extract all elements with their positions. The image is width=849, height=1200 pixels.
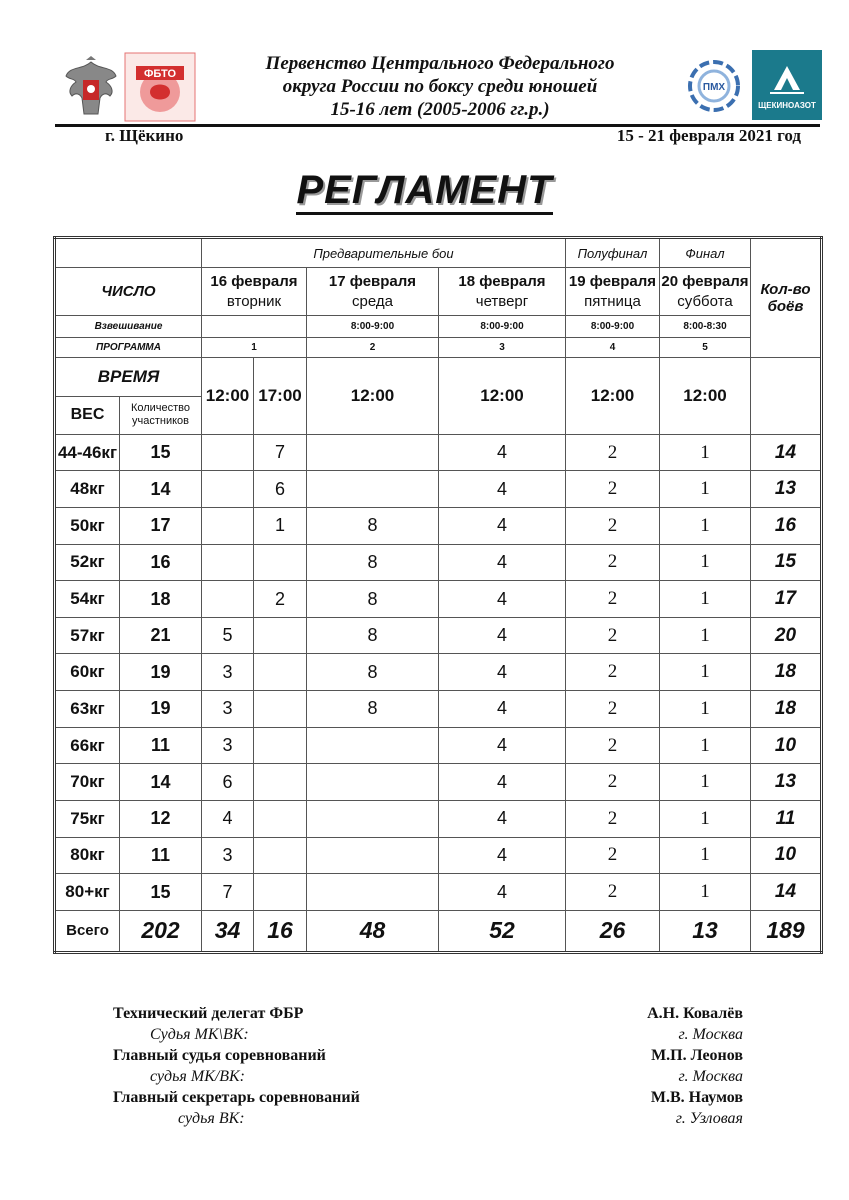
bouts-cell: 2 (566, 764, 660, 801)
bout-total: 17 (751, 581, 822, 618)
bouts-cell: 3 (202, 837, 254, 874)
bout-count-header-text: Кол-во боёв (760, 281, 811, 316)
weighin-3: 8:00-9:00 (439, 316, 566, 338)
weighin-4: 8:00-9:00 (566, 316, 660, 338)
weight-label: ВЕС (55, 396, 120, 434)
weight-rows (55, 434, 822, 910)
bouts-cell: 4 (439, 507, 566, 544)
weight-class: 54кг (55, 581, 120, 618)
day-4-date: 19 февраля (568, 272, 657, 290)
sig-city-3: г. Узловая (675, 1110, 743, 1127)
participant-count: 14 (120, 471, 202, 508)
bouts-cell: 1 (660, 617, 751, 654)
participant-count: 21 (120, 617, 202, 654)
program-2: 2 (307, 338, 439, 358)
weight-row (55, 764, 822, 801)
sig-role-1: Технический делегат ФБР (113, 1005, 304, 1022)
bout-total: 15 (751, 544, 822, 581)
program-1: 1 (202, 338, 307, 358)
sig-sub-3: судья ВК: (178, 1110, 245, 1127)
totals-col-4: 52 (439, 910, 566, 952)
date-label: ЧИСЛО (55, 268, 202, 316)
event-city: г. Щёкино (105, 126, 184, 145)
totals-label: Всего (55, 910, 120, 952)
bouts-cell (254, 617, 307, 654)
sig-role-2: Главный судья соревнований (113, 1047, 326, 1064)
bout-total: 13 (751, 471, 822, 508)
event-title-line1: Первенство Центрального Федерального (265, 53, 615, 74)
bouts-cell: 2 (566, 727, 660, 764)
bout-total: 18 (751, 691, 822, 728)
weighin-2: 8:00-9:00 (307, 316, 439, 338)
stage-prelim: Предварительные бои (202, 238, 566, 268)
bouts-cell: 2 (566, 800, 660, 837)
bouts-cell: 8 (307, 691, 439, 728)
time-blank-cell (751, 358, 822, 434)
bouts-cell: 1 (660, 434, 751, 471)
bouts-cell: 4 (439, 434, 566, 471)
event-title-line2: округа России по боксу среди юношей (282, 76, 598, 97)
participant-count: 11 (120, 837, 202, 874)
weight-class: 66кг (55, 727, 120, 764)
participant-count: 15 (120, 434, 202, 471)
signature-roles (113, 1003, 360, 1129)
totals-col-5: 26 (566, 910, 660, 952)
sig-name-1: А.Н. Ковалёв (647, 1005, 743, 1022)
bouts-cell (307, 800, 439, 837)
event-dates: 15 - 21 февраля 2021 год (616, 126, 801, 145)
bouts-cell: 2 (566, 544, 660, 581)
time-5: 12:00 (566, 358, 660, 434)
time-3: 12:00 (307, 358, 439, 434)
time-6: 12:00 (660, 358, 751, 434)
bouts-cell: 4 (439, 764, 566, 801)
program-label: ПРОГРАММА (55, 338, 202, 358)
day-5-weekday: суббота (677, 292, 733, 310)
bouts-cell: 1 (660, 874, 751, 911)
bouts-cell: 8 (307, 617, 439, 654)
day-4 (566, 268, 660, 316)
bouts-cell: 1 (660, 581, 751, 618)
weighin-row (55, 316, 822, 338)
day-2-date: 17 февраля (328, 272, 417, 290)
weight-row (55, 507, 822, 544)
weight-row (55, 544, 822, 581)
weight-row (55, 691, 822, 728)
totals-row (55, 910, 822, 952)
weight-row (55, 434, 822, 471)
totals-col-6: 13 (660, 910, 751, 952)
weight-row (55, 471, 822, 508)
bouts-cell: 6 (254, 471, 307, 508)
participants-label: Количество участников (120, 396, 202, 434)
day-3 (439, 268, 566, 316)
weight-row (55, 727, 822, 764)
bout-total: 16 (751, 507, 822, 544)
day-3-weekday: четверг (475, 292, 529, 310)
time-2: 17:00 (254, 358, 307, 434)
bouts-cell (254, 544, 307, 581)
bouts-cell: 1 (660, 544, 751, 581)
participant-count: 15 (120, 874, 202, 911)
program-5: 5 (660, 338, 751, 358)
bouts-cell (254, 764, 307, 801)
document-title (0, 168, 849, 213)
program-4: 4 (566, 338, 660, 358)
bouts-cell (202, 581, 254, 618)
bouts-cell (202, 434, 254, 471)
bouts-cell (307, 434, 439, 471)
bouts-cell: 4 (439, 581, 566, 618)
weight-row (55, 874, 822, 911)
participant-count: 18 (120, 581, 202, 618)
pmh-logo (686, 58, 742, 114)
weight-class: 48кг (55, 471, 120, 508)
stage-blank-cell (55, 238, 202, 268)
weight-class: 60кг (55, 654, 120, 691)
shchekinoazot-logo (752, 50, 822, 120)
bouts-cell: 4 (439, 691, 566, 728)
bout-total: 10 (751, 837, 822, 874)
bouts-cell: 4 (439, 800, 566, 837)
bout-total: 14 (751, 434, 822, 471)
participant-count: 12 (120, 800, 202, 837)
participant-count: 11 (120, 727, 202, 764)
bouts-cell: 1 (660, 837, 751, 874)
fbto-logo-text: ФБТО (143, 68, 177, 80)
weighin-1 (202, 316, 307, 338)
stage-semifinal: Полуфинал (566, 238, 660, 268)
date-row (55, 268, 822, 316)
schedule-table (53, 236, 823, 954)
bouts-cell: 1 (660, 654, 751, 691)
weight-class: 50кг (55, 507, 120, 544)
bouts-cell: 2 (254, 581, 307, 618)
signature-names (647, 1003, 743, 1129)
day-2-weekday: среда (352, 292, 393, 310)
sig-name-3: М.В. Наумов (650, 1089, 743, 1106)
bout-total: 13 (751, 764, 822, 801)
bouts-cell: 3 (202, 654, 254, 691)
day-1-date: 16 февраля (210, 272, 298, 290)
sig-city-2: г. Москва (678, 1068, 743, 1085)
time-4: 12:00 (439, 358, 566, 434)
bouts-cell (307, 471, 439, 508)
bouts-cell: 4 (439, 471, 566, 508)
bouts-cell: 8 (307, 654, 439, 691)
bouts-cell: 2 (566, 874, 660, 911)
day-2 (307, 268, 439, 316)
bouts-cell (254, 800, 307, 837)
event-title (200, 52, 680, 121)
bouts-cell: 7 (254, 434, 307, 471)
weight-row (55, 654, 822, 691)
day-4-weekday: пятница (584, 292, 641, 310)
bouts-cell: 1 (660, 691, 751, 728)
weight-class: 44-46кг (55, 434, 120, 471)
bouts-cell (307, 837, 439, 874)
weight-row (55, 581, 822, 618)
bout-total: 10 (751, 727, 822, 764)
bouts-cell (307, 874, 439, 911)
weight-class: 80+кг (55, 874, 120, 911)
time-row (55, 358, 822, 396)
sig-city-1: г. Москва (678, 1026, 743, 1043)
bouts-cell: 2 (566, 471, 660, 508)
sig-role-3: Главный секретарь соревнований (113, 1089, 360, 1106)
time-1: 12:00 (202, 358, 254, 434)
weight-class: 80кг (55, 837, 120, 874)
bouts-cell: 4 (439, 544, 566, 581)
participant-count: 19 (120, 654, 202, 691)
weight-row (55, 617, 822, 654)
stage-row (55, 238, 822, 268)
participant-count: 17 (120, 507, 202, 544)
program-3: 3 (439, 338, 566, 358)
bouts-cell (254, 691, 307, 728)
bout-count-header (751, 238, 822, 358)
totals-col-1: 34 (202, 910, 254, 952)
ministry-eagle-logo (62, 56, 120, 120)
pmh-logo-text: ПМХ (702, 82, 726, 93)
bouts-cell: 8 (307, 581, 439, 618)
bouts-cell (254, 874, 307, 911)
weight-class: 52кг (55, 544, 120, 581)
bouts-cell (202, 471, 254, 508)
bouts-cell: 1 (660, 800, 751, 837)
day-5-date: 20 февраля (661, 272, 749, 290)
totals-col-3: 48 (307, 910, 439, 952)
bouts-cell (307, 764, 439, 801)
bouts-cell: 3 (202, 727, 254, 764)
bouts-cell: 2 (566, 507, 660, 544)
bouts-cell: 1 (660, 471, 751, 508)
sig-sub-2: судья МК/ВК: (150, 1068, 245, 1085)
bouts-cell: 7 (202, 874, 254, 911)
bout-total: 11 (751, 800, 822, 837)
weight-class: 75кг (55, 800, 120, 837)
bouts-cell (307, 727, 439, 764)
weighin-5: 8:00-8:30 (660, 316, 751, 338)
bouts-cell: 4 (439, 617, 566, 654)
bouts-cell: 1 (660, 727, 751, 764)
bouts-cell: 2 (566, 581, 660, 618)
day-1-weekday: вторник (226, 292, 282, 310)
day-1 (202, 268, 307, 316)
weight-row (55, 800, 822, 837)
sig-sub-1: Судья МК\ВК: (150, 1026, 249, 1043)
time-label: ВРЕМЯ (55, 358, 202, 396)
day-3-date: 18 февраля (458, 272, 546, 290)
bouts-cell: 2 (566, 617, 660, 654)
bouts-cell: 6 (202, 764, 254, 801)
totals-participants: 202 (120, 910, 202, 952)
bouts-cell: 5 (202, 617, 254, 654)
bouts-cell: 4 (439, 837, 566, 874)
bout-total: 20 (751, 617, 822, 654)
bouts-cell: 4 (202, 800, 254, 837)
bouts-cell (254, 654, 307, 691)
bouts-cell: 1 (254, 507, 307, 544)
participant-count: 19 (120, 691, 202, 728)
bouts-cell: 8 (307, 507, 439, 544)
weight-class: 57кг (55, 617, 120, 654)
stage-final: Финал (660, 238, 751, 268)
bouts-cell: 3 (202, 691, 254, 728)
bouts-cell: 1 (660, 764, 751, 801)
bouts-cell (254, 727, 307, 764)
bout-total: 14 (751, 874, 822, 911)
document-title-text: РЕГЛАМЕНТ (296, 168, 552, 215)
participant-count: 16 (120, 544, 202, 581)
event-title-line3: 15-16 лет (2005-2006 гг.р.) (330, 99, 550, 120)
bouts-cell: 1 (660, 507, 751, 544)
bouts-cell: 2 (566, 434, 660, 471)
bouts-cell: 4 (439, 654, 566, 691)
bouts-cell: 8 (307, 544, 439, 581)
bouts-cell: 4 (439, 727, 566, 764)
bouts-cell: 4 (439, 874, 566, 911)
bouts-cell: 2 (566, 837, 660, 874)
weighin-label: Взвешивание (55, 316, 202, 338)
bouts-cell (254, 837, 307, 874)
day-5 (660, 268, 751, 316)
weight-row (55, 837, 822, 874)
bouts-cell (202, 507, 254, 544)
weight-class: 70кг (55, 764, 120, 801)
totals-col-2: 16 (254, 910, 307, 952)
sig-name-2: М.П. Леонов (651, 1047, 743, 1064)
bouts-cell (202, 544, 254, 581)
weight-class: 63кг (55, 691, 120, 728)
bouts-cell: 2 (566, 654, 660, 691)
totals-bouts: 189 (751, 910, 822, 952)
fbto-logo (124, 52, 196, 122)
participant-count: 14 (120, 764, 202, 801)
bout-total: 18 (751, 654, 822, 691)
shchekinoazot-logo-text: ЩЕКИНОАЗОТ (758, 101, 816, 110)
bouts-cell: 2 (566, 691, 660, 728)
program-row (55, 338, 822, 358)
